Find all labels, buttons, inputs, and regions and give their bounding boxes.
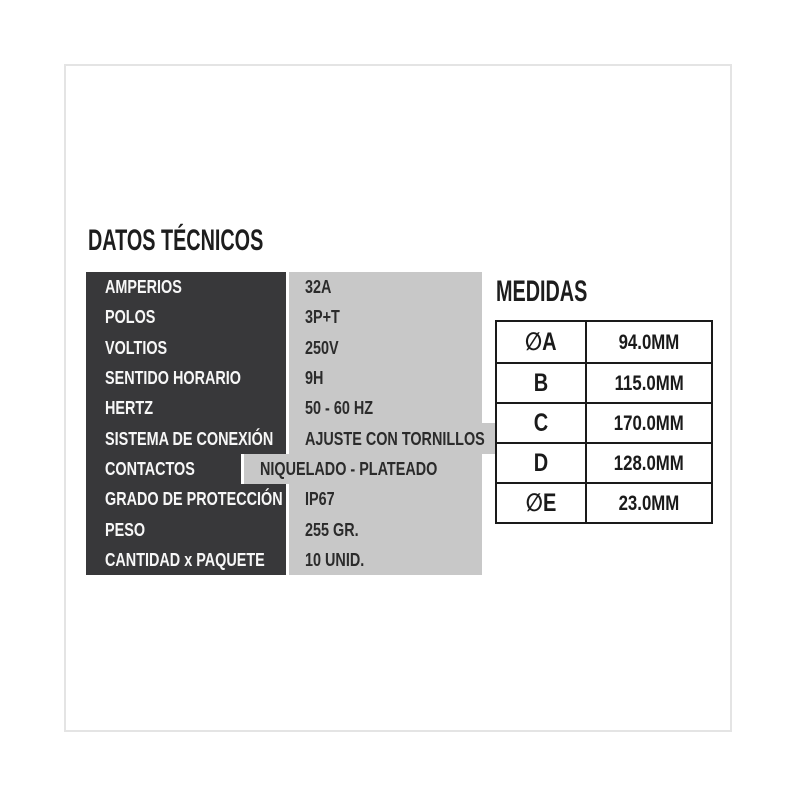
spec-label-cell	[86, 302, 286, 332]
spec-label: CONTACTOS	[105, 458, 195, 479]
spec-label: AMPERIOS	[105, 277, 182, 298]
spec-label-cell	[86, 423, 286, 453]
spec-value: 9H	[305, 368, 324, 389]
spec-value-cell	[244, 454, 482, 484]
spec-label: HERTZ	[105, 398, 153, 419]
measure-value: 170.0MM	[613, 411, 685, 435]
measure-label-cell	[497, 322, 587, 362]
measure-label-cell	[497, 484, 587, 522]
table-row	[86, 302, 482, 332]
spec-value-cell	[289, 514, 482, 544]
measure-value-cell	[587, 484, 711, 522]
table-row	[86, 393, 482, 423]
measure-value: 115.0MM	[614, 371, 684, 395]
table-row	[86, 484, 482, 514]
spec-value: 32A	[305, 277, 332, 298]
measure-label: ∅E	[525, 488, 557, 517]
spec-label: GRADO DE PROTECCIÓN	[105, 489, 283, 510]
spec-label-cell	[86, 545, 286, 575]
measure-label-cell	[497, 404, 587, 442]
spec-value: 10 UNID.	[305, 549, 365, 570]
measure-label: ∅A	[525, 327, 557, 356]
spec-value: 50 - 60 HZ	[305, 398, 374, 419]
measure-value-cell	[587, 404, 711, 442]
spec-value-cell	[289, 423, 530, 453]
spec-label: VOLTIOS	[105, 337, 168, 358]
spec-value-cell	[289, 363, 482, 393]
measures-title-text: MEDIDAS	[496, 275, 588, 308]
spec-label: POLOS	[105, 307, 156, 328]
table-row	[86, 272, 482, 302]
spec-label-cell	[86, 363, 286, 393]
spec-label-cell	[86, 514, 286, 544]
spec-value-cell	[289, 272, 482, 302]
spec-value-cell	[289, 393, 482, 423]
spec-label-cell	[86, 484, 286, 514]
spec-value-cell	[289, 302, 482, 332]
spec-value: NIQUELADO - PLATEADO	[260, 458, 438, 479]
measure-value-cell	[587, 322, 711, 362]
tech-specs-table	[86, 272, 485, 575]
table-row	[497, 322, 711, 362]
measure-value: 128.0MM	[613, 451, 685, 475]
table-row	[86, 545, 482, 575]
measure-value-cell	[587, 364, 711, 402]
measure-label: B	[533, 368, 549, 397]
measure-label: C	[533, 408, 549, 437]
measure-label-cell	[497, 364, 587, 402]
spec-value-cell	[289, 484, 482, 514]
table-row	[497, 362, 711, 402]
table-row	[86, 514, 482, 544]
table-row	[86, 363, 482, 393]
spec-value-cell	[289, 545, 482, 575]
tech-specs-title	[88, 226, 354, 256]
table-row	[86, 423, 485, 453]
table-row	[86, 333, 482, 363]
spec-value: AJUSTE CON TORNILLOS	[305, 428, 485, 449]
measures-table	[495, 320, 713, 524]
spec-value: IP67	[305, 489, 335, 510]
spec-label: PESO	[105, 519, 146, 540]
measures-title	[496, 277, 634, 307]
spec-value: 3P+T	[305, 307, 340, 328]
spec-label-cell	[86, 272, 286, 302]
table-row	[497, 402, 711, 442]
measure-value-cell	[587, 444, 711, 482]
spec-label: SENTIDO HORARIO	[105, 368, 242, 389]
spec-label: CANTIDAD x PAQUETE	[105, 549, 265, 570]
table-row	[86, 454, 482, 484]
measure-value: 23.0MM	[618, 491, 680, 515]
measure-label: D	[533, 448, 549, 477]
spec-value: 255 GR.	[305, 519, 359, 540]
table-row	[497, 442, 711, 482]
tech-specs-title-text: DATOS TÉCNICOS	[88, 224, 264, 257]
spec-label-cell	[86, 393, 286, 423]
spec-value: 250V	[305, 337, 339, 358]
spec-label-cell	[86, 333, 286, 363]
measure-label-cell	[497, 444, 587, 482]
table-row	[497, 482, 711, 522]
spec-label-cell	[86, 454, 241, 484]
spec-label: SISTEMA DE CONEXIÓN	[105, 428, 274, 449]
spec-value-cell	[289, 333, 482, 363]
measure-value: 94.0MM	[618, 330, 680, 354]
